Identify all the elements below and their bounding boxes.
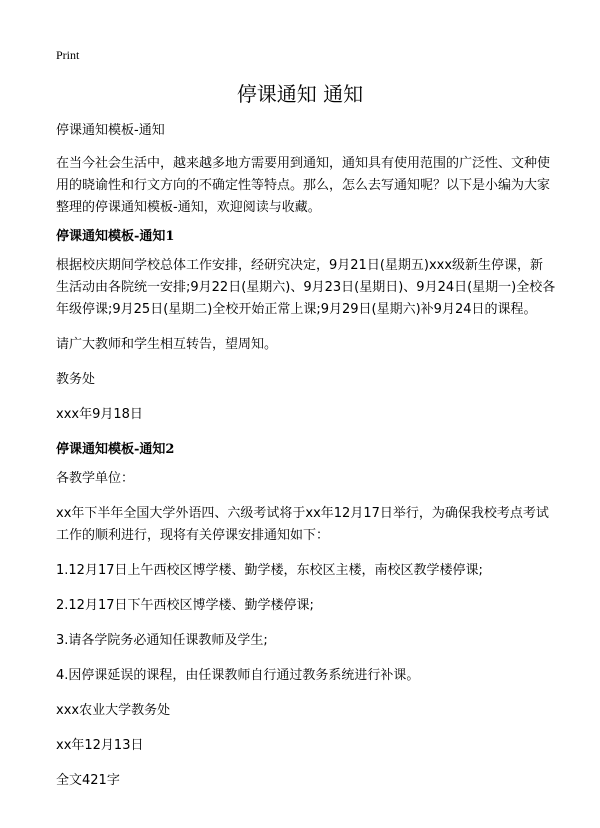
document-subtitle: 停课通知模板-通知 <box>56 123 165 138</box>
print-link[interactable]: Print <box>56 48 80 62</box>
section2-paragraph: 各教学单位： <box>56 471 135 486</box>
section-heading-1: 停课通知模板-通知1 <box>56 229 175 244</box>
section1-paragraph: 请广大教师和学生相互转告，望周知。 <box>56 337 278 352</box>
intro-paragraph: 在当今社会生活中，越来越多地方需要用到通知，通知具有使用范围的广泛性、文种使用的晓谕性和行文方向的不确定性等特点。那么，怎么去写通知呢？以下是小编为大家整理的停课通知模板-通知，欢迎阅读与收藏。 <box>56 156 551 215</box>
section1-date: xxx年9月18日 <box>56 407 143 422</box>
word-count: 全文421字 <box>56 773 120 788</box>
section2-list-item: 4.因停课延误的课程，由任课教师自行通过教务系统进行补课。 <box>56 668 420 683</box>
section2-paragraph: xx年下半年全国大学外语四、六级考试将于xx年12月17日举行，为确保我校考点考试工作的顺利进行，现将有关停课安排通知如下： <box>56 506 549 543</box>
section2-list-item: 3.请各学院务必通知任课教师及学生; <box>56 633 268 648</box>
section2-list-item: 1.12月17日上午西校区博学楼、勤学楼，东校区主楼，南校区教学楼停课; <box>56 563 483 578</box>
section1-signature: 教务处 <box>56 372 96 387</box>
section-heading-2: 停课通知模板-通知2 <box>56 442 175 457</box>
section2-signature: xxx农业大学教务处 <box>56 703 171 718</box>
page-title: 停课通知 通知 <box>236 82 364 106</box>
section2-date: xx年12月13日 <box>56 738 144 753</box>
section1-paragraph: 根据校庆期间学校总体工作安排，经研究决定，9月21日(星期五)xxx级新生停课，新生活动由各院统一安排;9月22日(星期六)、9月23日(星期日)、9月24日(星期一)全校各年级停课;9月25日(星期二)全校开始正常上课;9月29日(星期六)补9月24日的课程。 <box>56 258 556 317</box>
section2-list-item: 2.12月17日下午西校区博学楼、勤学楼停课; <box>56 598 314 613</box>
document-body <box>56 120 556 805</box>
